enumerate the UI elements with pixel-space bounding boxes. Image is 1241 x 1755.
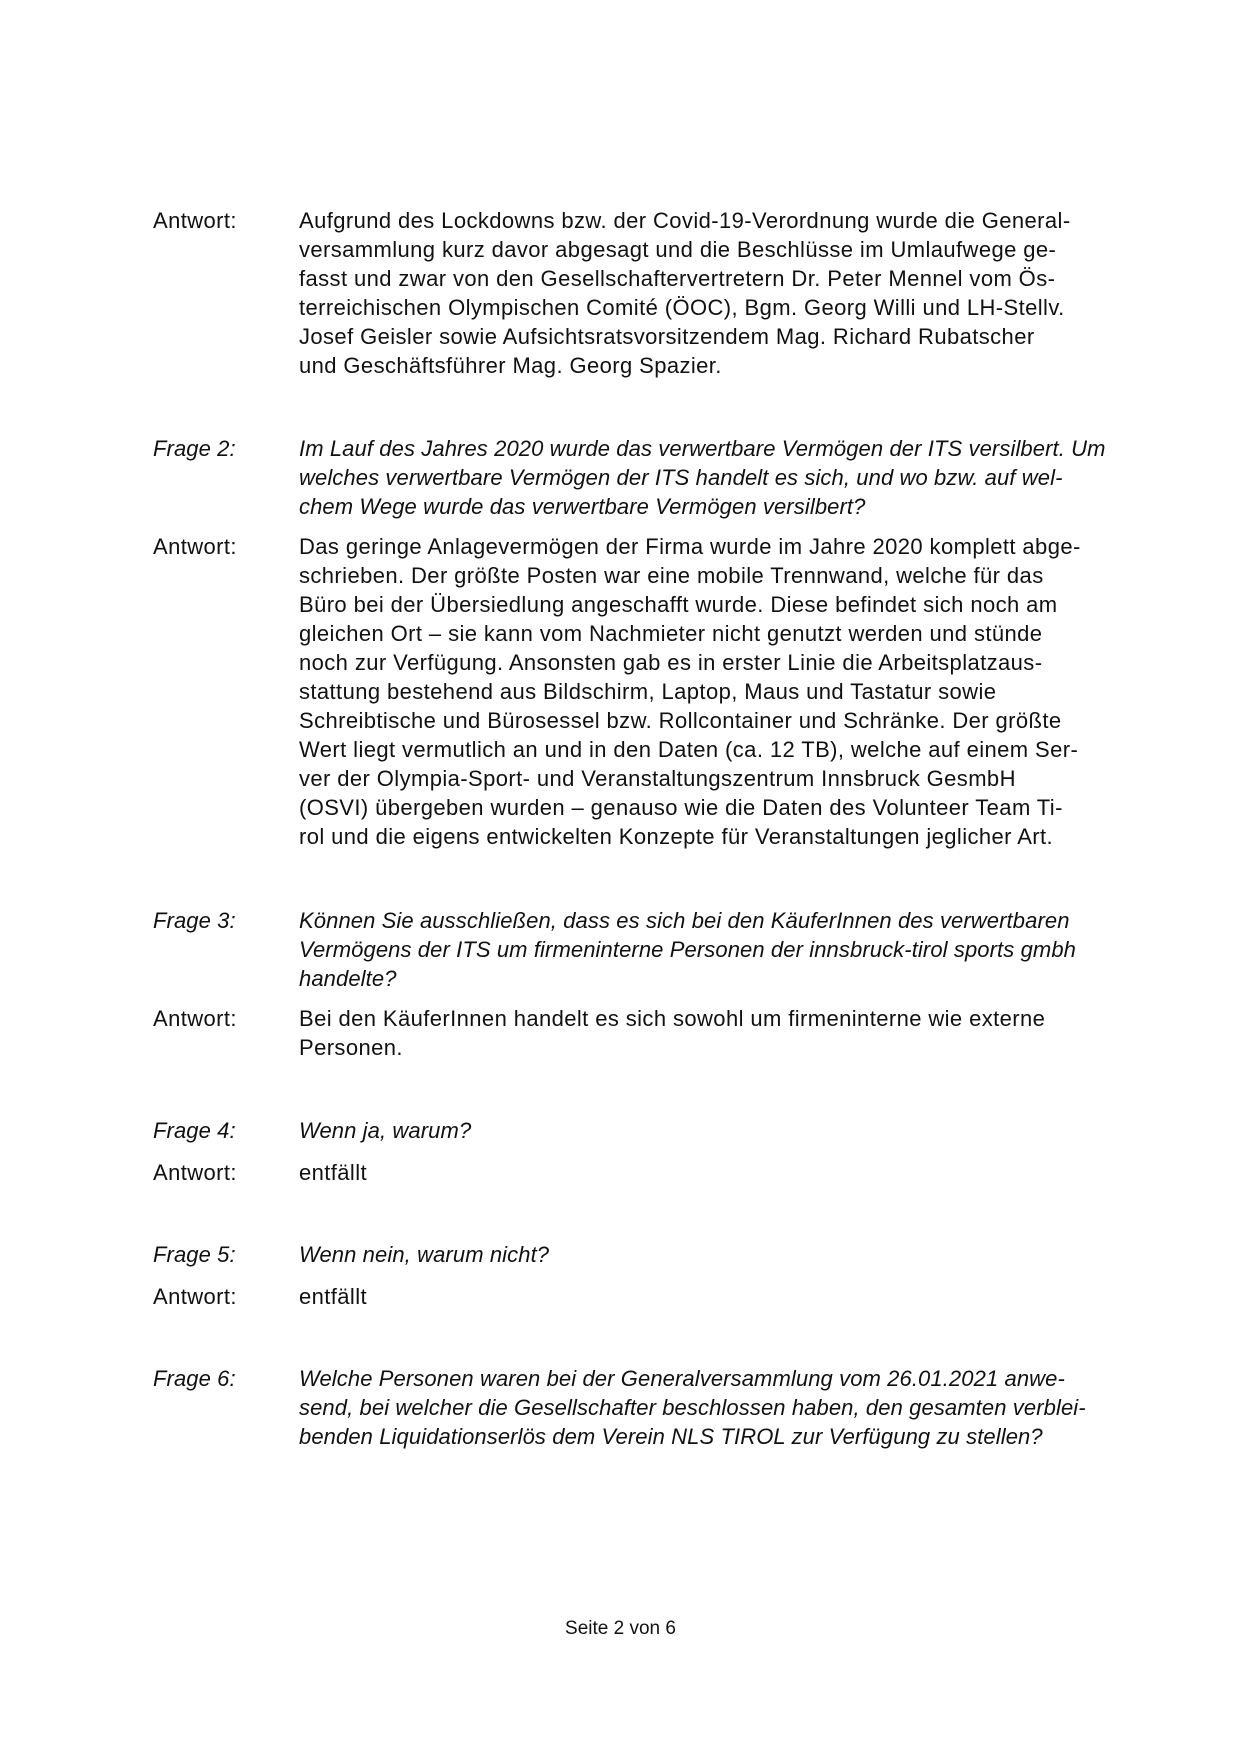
answer-line: entfällt [299, 1284, 368, 1309]
question-line: Im Lauf des Jahres 2020 wurde das verwertbare Vermögen der ITS versilbert. Um [299, 436, 1106, 461]
answer-label: Antwort: [153, 208, 237, 233]
answer-4-text [299, 1158, 1138, 1187]
question-line: welches verwertbare Vermögen der ITS handelt es sich, und wo bzw. auf wel- [299, 465, 1063, 490]
answer-label: Antwort: [153, 1006, 237, 1031]
answer-line: gleichen Ort – sie kann vom Nachmieter nicht genutzt werden und stünde [299, 621, 1043, 646]
answer-line: und Geschäftsführer Mag. Georg Spazier. [299, 353, 722, 378]
question-5-block [153, 1240, 1138, 1269]
answer-line: stattung bestehend aus Bildschirm, Laptop, Maus und Tastatur sowie [299, 679, 997, 704]
question-label: Frage 5: [153, 1242, 236, 1267]
answer-line: versammlung kurz davor abgesagt und die Beschlüsse im Umlaufwege ge- [299, 237, 1057, 262]
answer-line: terreichischen Olympischen Comité (ÖOC), Bgm. Georg Willi und LH-Stellv. [299, 295, 1065, 320]
answer-line: entfällt [299, 1160, 368, 1185]
answer-5-block [153, 1282, 1138, 1311]
answer-line: fasst und zwar von den Gesellschaftervertretern Dr. Peter Mennel vom Ös- [299, 266, 1056, 291]
question-4-block [153, 1116, 1138, 1145]
answer-1-text [299, 206, 1138, 380]
question-line: Wenn ja, warum? [299, 1118, 472, 1143]
question-label: Frage 3: [153, 908, 236, 933]
question-2-block [153, 434, 1138, 521]
page-number-footer: Seite 2 von 6 [565, 1618, 676, 1639]
answer-line: Bei den KäuferInnen handelt es sich sowohl um firmeninterne wie externe [299, 1006, 1046, 1031]
question-line: Vermögens der ITS um firmeninterne Personen der innsbruck-tirol sports gmbh [299, 937, 1077, 962]
question-label: Frage 4: [153, 1118, 236, 1143]
question-line: send, bei welcher die Gesellschafter beschlossen haben, den gesamten verblei- [299, 1395, 1086, 1420]
answer-line: schrieben. Der größte Posten war eine mobile Trennwand, welche für das [299, 563, 1044, 588]
answer-line: Wert liegt vermutlich an und in den Daten (ca. 12 TB), welche auf einem Ser- [299, 737, 1079, 762]
answer-1-block [153, 206, 1138, 380]
question-5-text [299, 1240, 1138, 1269]
answer-line: (OSVI) übergeben wurden – genauso wie die Daten des Volunteer Team Ti- [299, 795, 1063, 820]
answer-2-block [153, 532, 1138, 851]
question-line: Wenn nein, warum nicht? [299, 1242, 550, 1267]
question-line: chem Wege wurde das verwertbare Vermögen versilbert? [299, 494, 866, 519]
answer-2-text [299, 532, 1138, 851]
answer-3-text [299, 1004, 1138, 1062]
answer-4-block [153, 1158, 1138, 1187]
answer-3-block [153, 1004, 1138, 1062]
answer-5-text [299, 1282, 1138, 1311]
question-line: handelte? [299, 966, 397, 991]
question-3-block [153, 906, 1138, 993]
question-4-text [299, 1116, 1138, 1145]
answer-line: ver der Olympia-Sport- und Veranstaltungszentrum Innsbruck GesmbH [299, 766, 1016, 791]
answer-line: Aufgrund des Lockdowns bzw. der Covid-19-Verordnung wurde die General- [299, 208, 1071, 233]
answer-label: Antwort: [153, 534, 237, 559]
answer-label: Antwort: [153, 1284, 237, 1309]
question-label: Frage 2: [153, 436, 236, 461]
question-3-text [299, 906, 1138, 993]
question-line: Welche Personen waren bei der Generalversammlung vom 26.01.2021 anwe- [299, 1366, 1065, 1391]
answer-line: Büro bei der Übersiedlung angeschafft wurde. Diese befindet sich noch am [299, 592, 1058, 617]
answer-line: Schreibtische und Bürosessel bzw. Rollcontainer und Schränke. Der größte [299, 708, 1062, 733]
answer-line: Personen. [299, 1035, 403, 1060]
question-6-text [299, 1364, 1138, 1451]
question-label: Frage 6: [153, 1366, 236, 1391]
question-6-block [153, 1364, 1138, 1451]
answer-line: Das geringe Anlagevermögen der Firma wurde im Jahre 2020 komplett abge- [299, 534, 1081, 559]
answer-line: Josef Geisler sowie Aufsichtsratsvorsitzendem Mag. Richard Rubatscher [299, 324, 1035, 349]
answer-line: rol und die eigens entwickelten Konzepte für Veranstaltungen jeglicher Art. [299, 824, 1054, 849]
answer-line: noch zur Verfügung. Ansonsten gab es in erster Linie die Arbeitsplatzaus- [299, 650, 1043, 675]
question-line: Können Sie ausschließen, dass es sich bei den KäuferInnen des verwertbaren [299, 908, 1070, 933]
question-line: benden Liquidationserlös dem Verein NLS TIROL zur Verfügung zu stellen? [299, 1424, 1043, 1449]
question-2-text [299, 434, 1138, 521]
answer-label: Antwort: [153, 1160, 237, 1185]
